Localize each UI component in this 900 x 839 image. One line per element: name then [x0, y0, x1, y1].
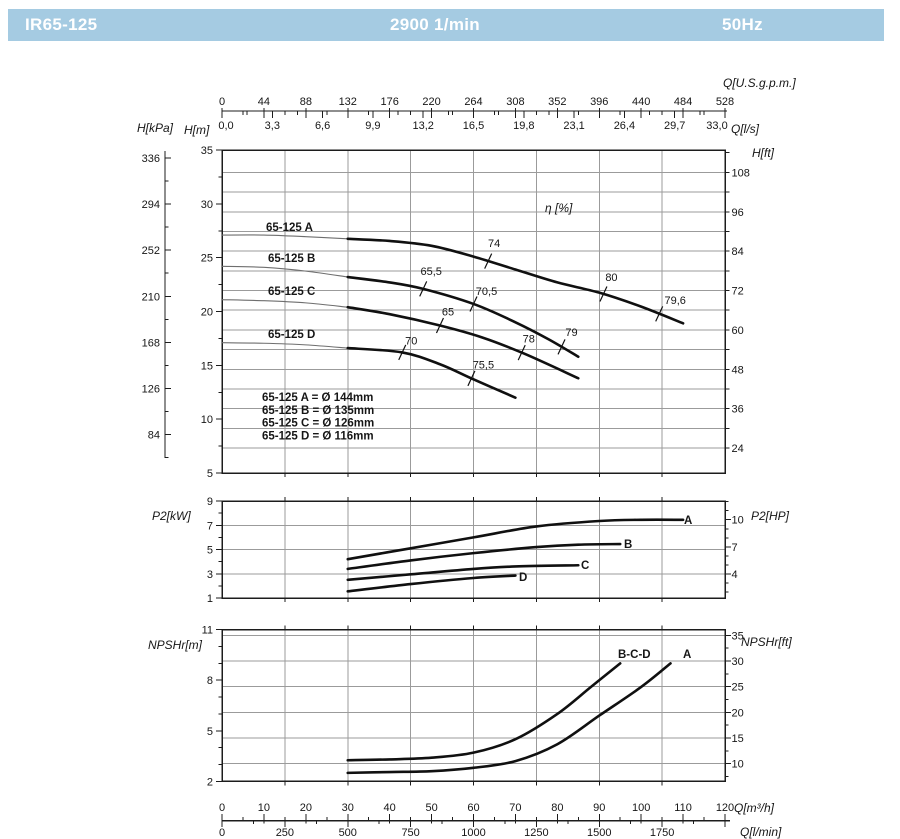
gpm-tick-label: 352 [548, 96, 567, 108]
h-kpa-tick-label: 168 [141, 337, 160, 350]
npsh-chart [148, 625, 792, 789]
impeller-curve [348, 348, 516, 398]
p2-kw-tick-label: 1 [206, 593, 213, 605]
h-m-tick-label: 30 [200, 198, 213, 211]
lmin-tick-label: 1000 [461, 827, 486, 839]
curve-name-label: A [683, 649, 692, 661]
h-kpa-axis-title: H[kPa] [137, 121, 174, 135]
bottom-flow-axis [219, 801, 782, 839]
lmin-tick-label: 0 [218, 827, 226, 839]
curve-name-label: 65-125 B [268, 253, 316, 265]
h-m-tick-label: 5 [206, 468, 213, 480]
m3h-tick-label: 40 [383, 802, 396, 814]
lmin-tick-label: 500 [338, 827, 357, 839]
h-ft-tick-label: 48 [731, 364, 744, 377]
npsh-m-tick-label: 8 [206, 675, 213, 688]
curve-name-label: B-C-D [618, 649, 651, 661]
h-m-tick-label: 25 [200, 252, 213, 265]
gpm-tick-label: 264 [464, 96, 483, 108]
gpm-tick-label: 44 [257, 96, 271, 108]
m3h-tick-label: 100 [631, 802, 651, 814]
m3h-tick-label: 60 [467, 802, 480, 814]
pump-speed-label: 2900 1/min [390, 15, 480, 34]
gpm-tick-label: 484 [673, 96, 693, 108]
h-ft-tick-label: 108 [731, 167, 750, 180]
p2-kw-tick-label: 3 [206, 568, 213, 581]
h-m-tick-label: 20 [200, 306, 213, 319]
lmin-tick-label: 1250 [524, 827, 549, 839]
impeller-curve [348, 277, 579, 357]
efficiency-value-label: 79 [565, 326, 578, 339]
efficiency-value-label: 70,5 [475, 285, 498, 298]
curve-name-label: B [624, 539, 633, 551]
m3h-tick-label: 70 [509, 802, 522, 814]
gpm-tick-label: 176 [380, 96, 399, 108]
p2-hp-axis-title: P2[HP] [751, 509, 790, 523]
npsh-m-axis-title: NPSHr[m] [148, 638, 202, 652]
gpm-tick-label: 308 [506, 96, 525, 108]
legend-line: 65-125 B = Ø 135mm [262, 404, 375, 417]
ls-tick-label: 23,1 [563, 120, 585, 132]
gpm-tick-label: 132 [338, 96, 357, 108]
npsh-ft-tick-label: 30 [731, 655, 744, 668]
p2-curve-A [348, 515, 693, 559]
gpm-tick-label: 396 [590, 96, 609, 108]
m3h-axis-title: Q[m³/h] [734, 801, 775, 815]
npsh-m-tick-label: 2 [206, 776, 213, 789]
gpm-tick-label: 528 [715, 96, 735, 108]
efficiency-value-label: 70 [405, 335, 418, 348]
npsh-ft-axis-title: NPSHr[ft] [741, 635, 792, 649]
impeller-legend [262, 392, 374, 442]
ls-axis-title: Q[l/s] [731, 122, 760, 136]
h-ft-tick-label: 96 [731, 206, 744, 219]
npsh-ft-tick-label: 10 [731, 758, 744, 771]
curve-name-label: C [581, 560, 590, 572]
efficiency-axis-title: η [%] [545, 201, 573, 215]
m3h-tick-label: 50 [425, 802, 438, 814]
legend-line: 65-125 A = Ø 144mm [262, 392, 374, 404]
h-kpa-tick-label: 126 [141, 383, 160, 396]
h-m-tick-label: 35 [200, 145, 213, 157]
m3h-tick-label: 0 [218, 802, 226, 814]
h-ft-tick-label: 72 [731, 285, 744, 298]
h-kpa-tick-label: 336 [141, 152, 160, 165]
npsh-m-tick-label: 5 [206, 725, 213, 738]
m3h-tick-label: 30 [341, 802, 354, 814]
gpm-tick-label: 440 [631, 96, 651, 108]
curve-name-label: 65-125 C [268, 286, 316, 298]
efficiency-value-label: 78 [522, 333, 535, 346]
h-kpa-tick-label: 210 [141, 291, 160, 304]
efficiency-value-label: 80 [605, 272, 618, 285]
lmin-tick-label: 250 [275, 827, 295, 839]
h-m-tick-label: 15 [200, 360, 213, 373]
npsh-curve-B-C-D [348, 649, 651, 760]
lmin-tick-label: 1750 [649, 827, 675, 839]
curve-65-125-D [222, 329, 515, 398]
npsh-ft-tick-label: 15 [731, 732, 744, 745]
npsh-ft-tick-label: 35 [731, 630, 744, 643]
npsh-curve [348, 663, 671, 772]
p2-kw-tick-label: 9 [206, 496, 213, 508]
efficiency-value-label: 75,5 [472, 359, 495, 372]
npsh-ft-tick-label: 25 [731, 681, 744, 694]
h-ft-axis-title: H[ft] [752, 146, 775, 160]
ls-tick-label: 19,8 [513, 120, 535, 132]
h-m-axis-title: H[m] [184, 123, 210, 137]
npsh-m-tick-label: 11 [201, 624, 213, 637]
npsh-ft-tick-label: 20 [731, 707, 744, 720]
m3h-tick-label: 120 [715, 802, 735, 814]
h-kpa-tick-label: 84 [147, 429, 160, 442]
pump-frequency-label: 50Hz [722, 15, 763, 34]
impeller-curve [348, 307, 579, 378]
m3h-tick-label: 20 [299, 802, 312, 814]
curve-name-label: 65-125 D [268, 329, 316, 341]
main-hq-chart [137, 121, 775, 480]
curve-name-label: D [519, 572, 528, 584]
h-ft-tick-label: 84 [731, 246, 744, 259]
h-ft-tick-label: 60 [731, 324, 744, 337]
ls-tick-label: 3,3 [264, 120, 280, 132]
ls-tick-label: 29,7 [663, 120, 686, 132]
ls-tick-label: 6,6 [314, 120, 331, 132]
p2-hp-tick-label: 7 [731, 541, 738, 554]
efficiency-value-label: 65 [441, 306, 455, 319]
top-flow-axis [218, 76, 796, 136]
pump-model-label: IR65-125 [25, 15, 98, 34]
lmin-axis-title: Q[l/min] [740, 825, 782, 839]
h-ft-tick-label: 36 [731, 403, 744, 416]
m3h-tick-label: 110 [674, 802, 692, 814]
m3h-tick-label: 10 [257, 802, 271, 814]
gpm-tick-label: 0 [218, 96, 226, 108]
p2-kw-tick-label: 5 [206, 544, 213, 557]
lmin-tick-label: 750 [401, 827, 420, 839]
h-kpa-tick-label: 294 [141, 199, 160, 212]
h-ft-tick-label: 24 [731, 443, 744, 456]
efficiency-value-label: 74 [488, 238, 501, 251]
curve-name-label: A [684, 515, 693, 527]
lmin-tick-label: 1500 [587, 827, 612, 839]
ls-tick-label: 0,0 [218, 120, 234, 132]
p2-kw-axis-title: P2[kW] [152, 509, 191, 523]
legend-line: 65-125 C = Ø 126mm [262, 417, 375, 430]
p2-curve-B [348, 539, 633, 569]
p2-power-chart [152, 496, 790, 605]
gpm-tick-label: 220 [422, 96, 441, 108]
ls-tick-label: 13,2 [412, 120, 434, 132]
legend-line: 65-125 D = Ø 116mm [262, 430, 374, 443]
gpm-axis-title: Q[U.S.g.p.m.] [723, 76, 796, 90]
ls-tick-label: 26,4 [613, 120, 636, 132]
p2-kw-tick-label: 7 [206, 520, 213, 533]
ls-tick-label: 9,9 [365, 120, 381, 132]
ls-tick-label: 16,5 [462, 120, 485, 132]
efficiency-value-label: 65,5 [420, 265, 442, 278]
gpm-tick-label: 88 [299, 96, 312, 108]
p2-hp-tick-label: 10 [731, 514, 744, 527]
m3h-tick-label: 80 [551, 802, 564, 814]
p2-hp-tick-label: 4 [731, 568, 738, 581]
efficiency-value-label: 79,6 [664, 294, 686, 307]
npsh-curve-A [348, 649, 692, 773]
m3h-tick-label: 90 [593, 802, 606, 814]
curve-name-label: 65-125 A [266, 222, 313, 234]
h-kpa-tick-label: 252 [141, 245, 160, 258]
p2-curve-D [348, 572, 528, 591]
h-m-tick-label: 10 [200, 414, 213, 427]
ls-tick-label: 33,0 [706, 120, 728, 132]
